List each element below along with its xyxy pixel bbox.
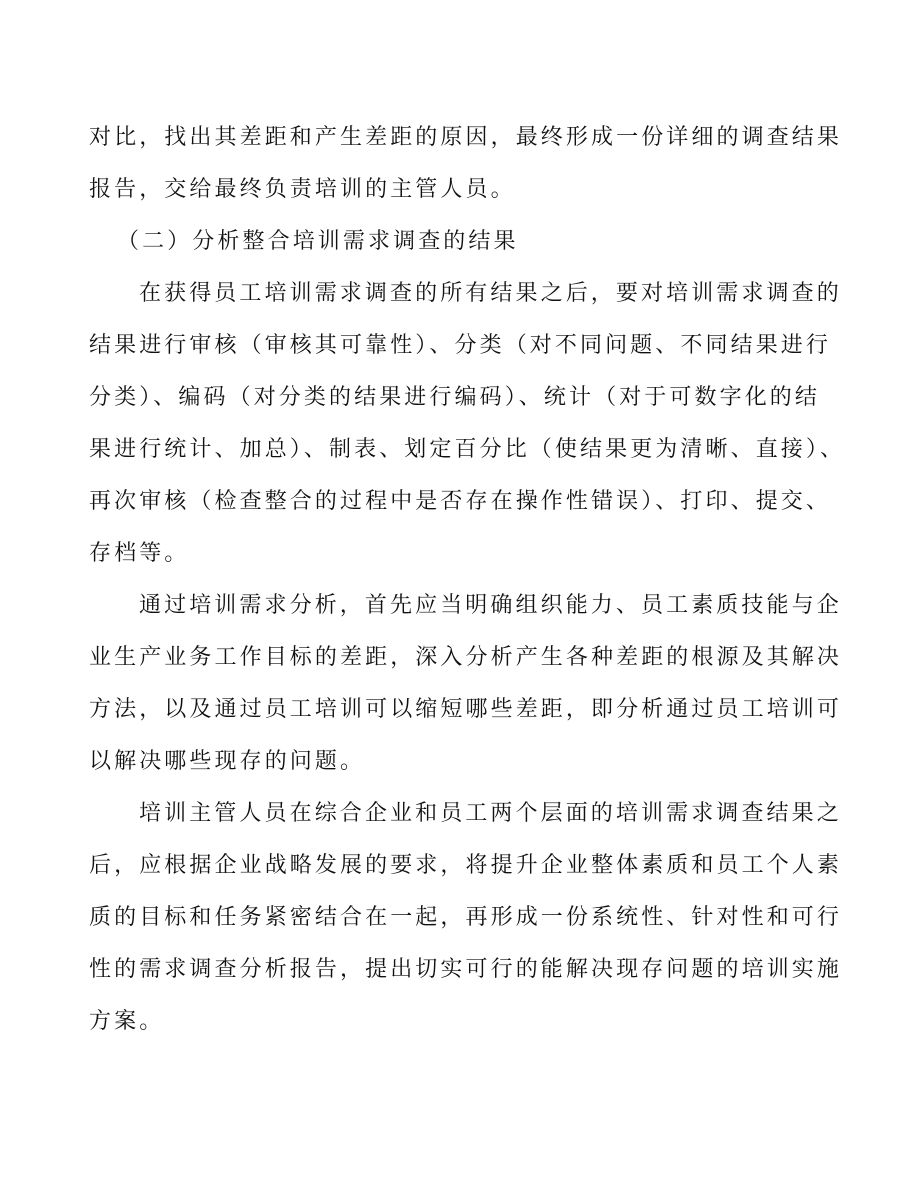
text-line: 质的目标和任务紧密结合在一起，再形成一份系统性、针对性和可行: [89, 905, 843, 930]
text-line: 结果进行审核（审核其可靠性）、分类（对不同问题、不同结果进行: [89, 333, 832, 358]
text-line: 性的需求调查分析报告，提出切实可行的能解决现存问题的培训实施: [89, 957, 843, 982]
text-line: 培训主管人员在综合企业和员工两个层面的培训需求调查结果之: [139, 801, 842, 826]
paragraph-continuation: [89, 112, 843, 216]
document-body: [89, 112, 846, 1048]
section-heading-text: （二）分析整合培训需求调查的结果: [117, 229, 519, 254]
text-line: 后，应根据企业战略发展的要求，将提升企业整体素质和员工个人素: [89, 853, 843, 878]
paragraph-needs-analysis: [89, 580, 843, 788]
text-line: 以解决哪些现存的问题。: [89, 749, 366, 774]
text-line: 通过培训需求分析，首先应当明确组织能力、员工素质技能与企: [139, 593, 842, 618]
text-line: 方法，以及通过员工培训可以缩短哪些差距，即分析通过员工培训可: [89, 697, 843, 722]
text-line: 报告，交给最终负责培训的主管人员。: [89, 177, 516, 202]
text-line: 果进行统计、加总）、制表、划定百分比（使结果更为清晰、直接）、: [89, 437, 846, 462]
paragraph-final-report: [89, 788, 843, 1048]
text-line: 方案。: [89, 1009, 165, 1034]
section-heading: [89, 216, 829, 268]
text-line: 再次审核（检查整合的过程中是否存在操作性错误）、打印、提交、: [89, 489, 832, 514]
text-line: 存档等。: [89, 541, 190, 566]
paragraph-results-processing: [89, 268, 846, 580]
text-line: 分类）、编码（对分类的结果进行编码）、统计（对于可数字化的结: [89, 385, 821, 410]
text-line: 业生产业务工作目标的差距，深入分析产生各种差距的根源及其解决: [89, 645, 843, 670]
text-line: 在获得员工培训需求调查的所有结果之后，要对培训需求调查的: [139, 281, 842, 306]
text-line: 对比，找出其差距和产生差距的原因，最终形成一份详细的调查结果: [89, 125, 843, 150]
